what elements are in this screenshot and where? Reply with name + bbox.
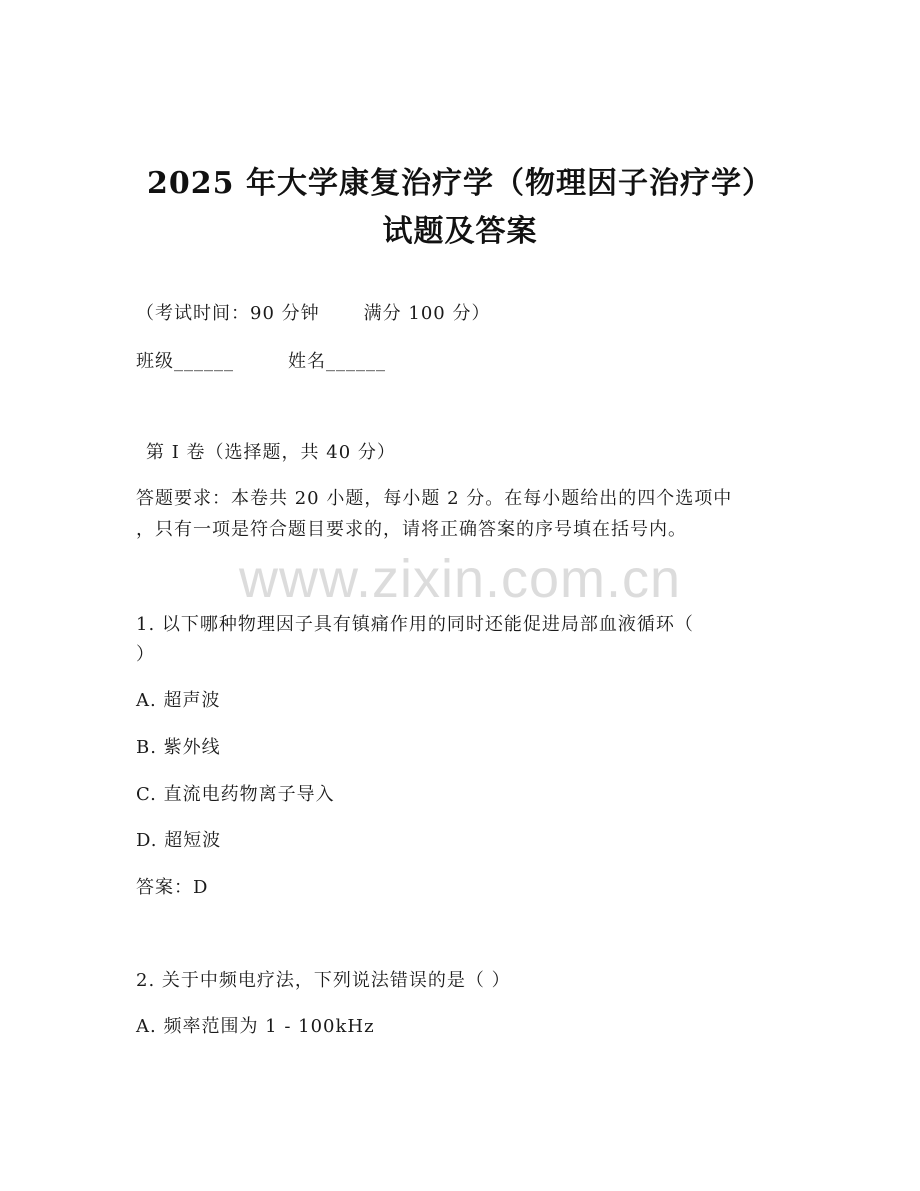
- section-instructions-line-1: 答题要求：本卷共 20 小题，每小题 2 分。在每小题给出的四个选项中: [136, 488, 733, 509]
- name-field: 姓名______: [288, 351, 386, 372]
- section-instructions-line-2: ，只有一项是符合题目要求的，请将正确答案的序号填在括号内。: [136, 519, 687, 540]
- exam-score: 满分 100 分）: [363, 303, 491, 324]
- question-1-answer: 答案：D: [136, 877, 209, 898]
- watermark: www.zixin.com.cn: [238, 549, 682, 609]
- document-title-line-2: 试题及答案: [382, 214, 538, 249]
- student-info: [136, 350, 386, 374]
- question-1-stem-line-2: ）: [136, 644, 155, 665]
- section-heading: 第 I 卷（选择题，共 40 分）: [146, 442, 396, 463]
- question-1-stem-line-1: 1. 以下哪种物理因子具有镇痛作用的同时还能促进局部血液循环（: [136, 614, 694, 635]
- question-1-option-c: C. 直流电药物离子导入: [136, 784, 335, 805]
- question-1-option-a: A. 超声波: [136, 690, 221, 711]
- question-1-option-b: B. 紫外线: [136, 737, 221, 758]
- exam-time: （考试时间：90 分钟: [136, 303, 320, 324]
- question-2-option-a: A. 频率范围为 1 - 100kHz: [136, 1016, 375, 1037]
- exam-info: [136, 302, 490, 326]
- question-2-stem-line-1: 2. 关于中频电疗法，下列说法错误的是（ ）: [136, 970, 511, 991]
- class-field: 班级______: [136, 351, 234, 372]
- question-1-option-d: D. 超短波: [136, 830, 222, 851]
- document-title-line-1: 2025 年大学康复治疗学（物理因子治疗学）: [147, 166, 773, 201]
